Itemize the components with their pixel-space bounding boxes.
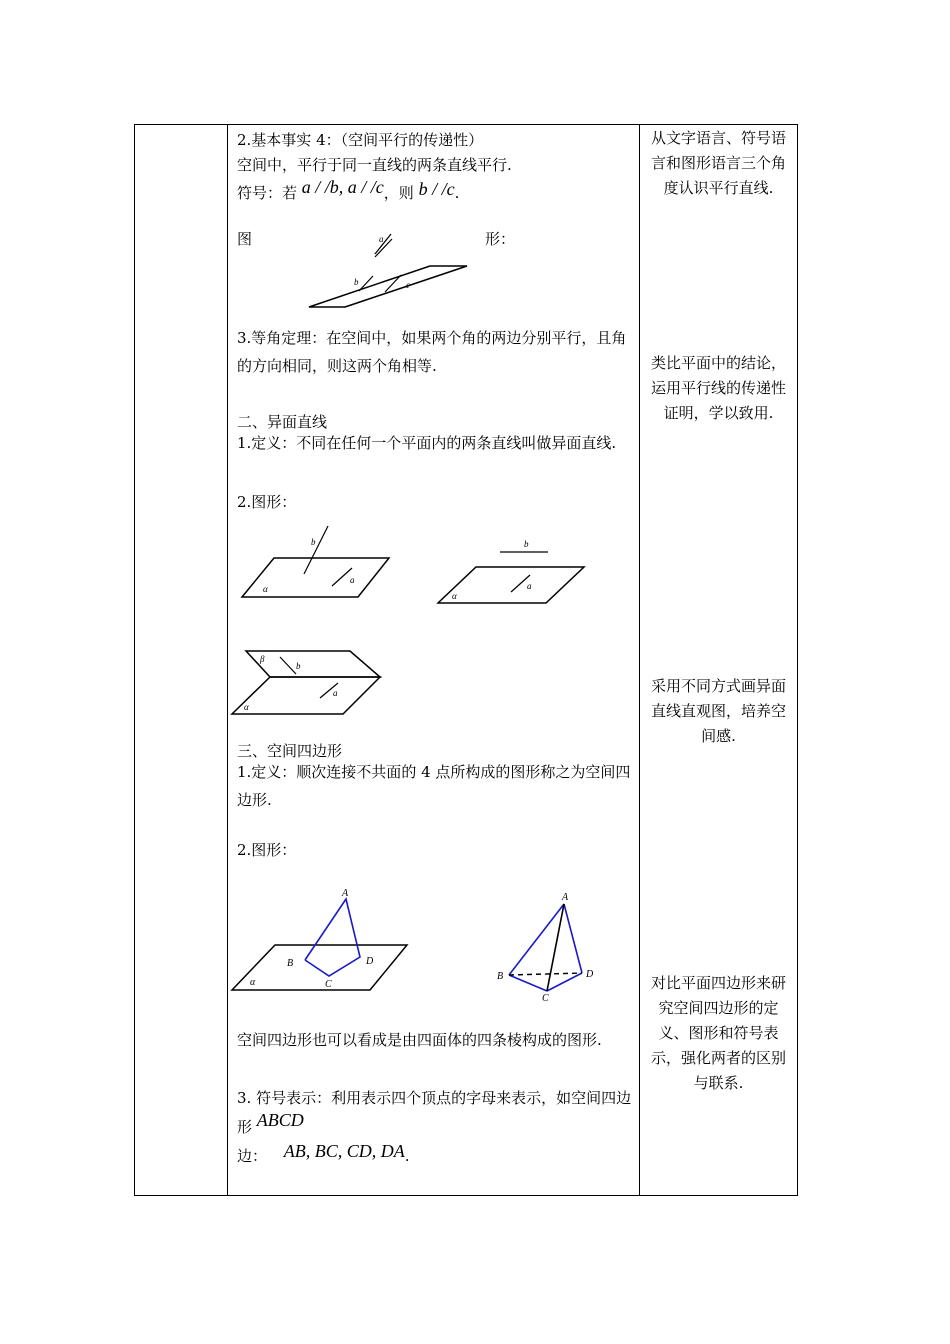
label-a: a [379,234,384,244]
edges-line [237,1141,410,1167]
fact4-title: 2.基本事实 4：（空间平行的传递性） [237,131,484,149]
symbol-prefix: 符号：若 [237,184,298,202]
label-beta: β [260,654,265,664]
edge-BC [509,975,547,991]
plane-alpha [232,677,380,714]
edges-prefix: 边： [237,1147,268,1165]
label-alpha: α [452,591,457,601]
symbol-end: . [454,184,460,202]
skew-definition: 1.定义：不同在任何一个平面内的两条直线叫做异面直线. [237,434,617,452]
label-A: A [562,892,569,903]
label-b: b [524,539,529,549]
edges-value: AB, BC, CD, DA [283,1141,405,1161]
label-a: a [350,575,355,585]
quad-figure-label: 2.图形： [237,841,297,859]
line-b [359,276,373,291]
plane-alpha [232,945,407,990]
figure-skew-2 [438,539,588,604]
symbol-representation-text: 3. 符号表示：利用表示四个顶点的字母来表示，如空间四边形 [237,1089,632,1136]
label-C: C [542,993,549,1004]
figure-parallel-lines [307,234,477,309]
edge-CD [547,973,582,991]
figure-space-quad [232,884,408,994]
section2-title: 二、异面直线 [237,413,328,431]
main-content-cell [237,124,633,1194]
tetrahedron-note: 空间四边形也可以看成是由四面体的四条棱构成的图形. [237,1031,602,1049]
section3-title: 三、空间四边形 [237,742,343,760]
label-alpha: α [244,702,249,712]
side-note-1: 从文字语言、符号语言和图形语言三个角度认识平行直线. [650,129,786,197]
plane-beta [246,651,380,677]
label-b: b [296,661,301,671]
symbol-given: a / /b, a / /c [301,177,384,197]
quad-definition: 1.定义：顺次连接不共面的 4 点所构成的图形称之为空间四边形. [237,763,631,809]
label-C: C [325,979,332,990]
line-b [280,657,296,674]
label-a: a [527,581,532,591]
figure-skew-3 [232,647,382,717]
side-note-4: 对比平面四边形来研究空间四边形的定义、图形和符号表示，强化两者的区别与联系. [650,974,786,1092]
figure-label-right: 形： [485,230,516,248]
label-b: b [354,277,359,287]
side-note-2: 类比平面中的结论，运用平行线的传递性证明，学以致用. [650,354,786,422]
edge-AC [547,904,564,991]
plane-alpha [438,567,584,603]
skew-figure-label: 2.图形： [237,493,297,511]
symbol-representation [237,1084,633,1141]
edge-BD-hidden [509,973,582,975]
figure-skew-1 [242,524,392,599]
edge-AB [509,904,564,975]
label-B: B [497,971,504,982]
line-b [304,526,328,574]
label-alpha: α [263,584,268,594]
fact4-statement: 空间中，平行于同一直线的两条直线平行. [237,156,512,174]
figure-tetrahedron [495,889,605,1004]
symbol-then: ，则 [383,184,414,202]
label-alpha: α [250,977,256,988]
line-a [332,568,352,586]
label-D: D [366,956,374,967]
edge-AD [564,904,582,973]
label-D: D [586,969,594,980]
label-B: B [287,958,294,969]
figure-label-left: 图 [237,230,253,248]
label-b: b [311,537,316,547]
column-divider-right [639,124,640,1196]
label-A: A [342,888,349,899]
equal-angle-theorem: 3.等角定理：在空间中，如果两个角的两边分别平行，且角的方向相同，则这两个角相等. [237,329,627,375]
edges-end: . [404,1147,410,1165]
plane-outline [309,266,467,307]
quad-name: ABCD [256,1110,304,1130]
quad-edges [305,899,360,976]
label-c: c [406,280,410,290]
label-a: a [333,688,338,698]
column-divider-left [227,124,228,1196]
symbol-conclusion: b / /c [418,179,455,199]
symbol-line [237,177,460,204]
side-note-3: 采用不同方式画异面直线直观图，培养空间感. [650,677,786,745]
